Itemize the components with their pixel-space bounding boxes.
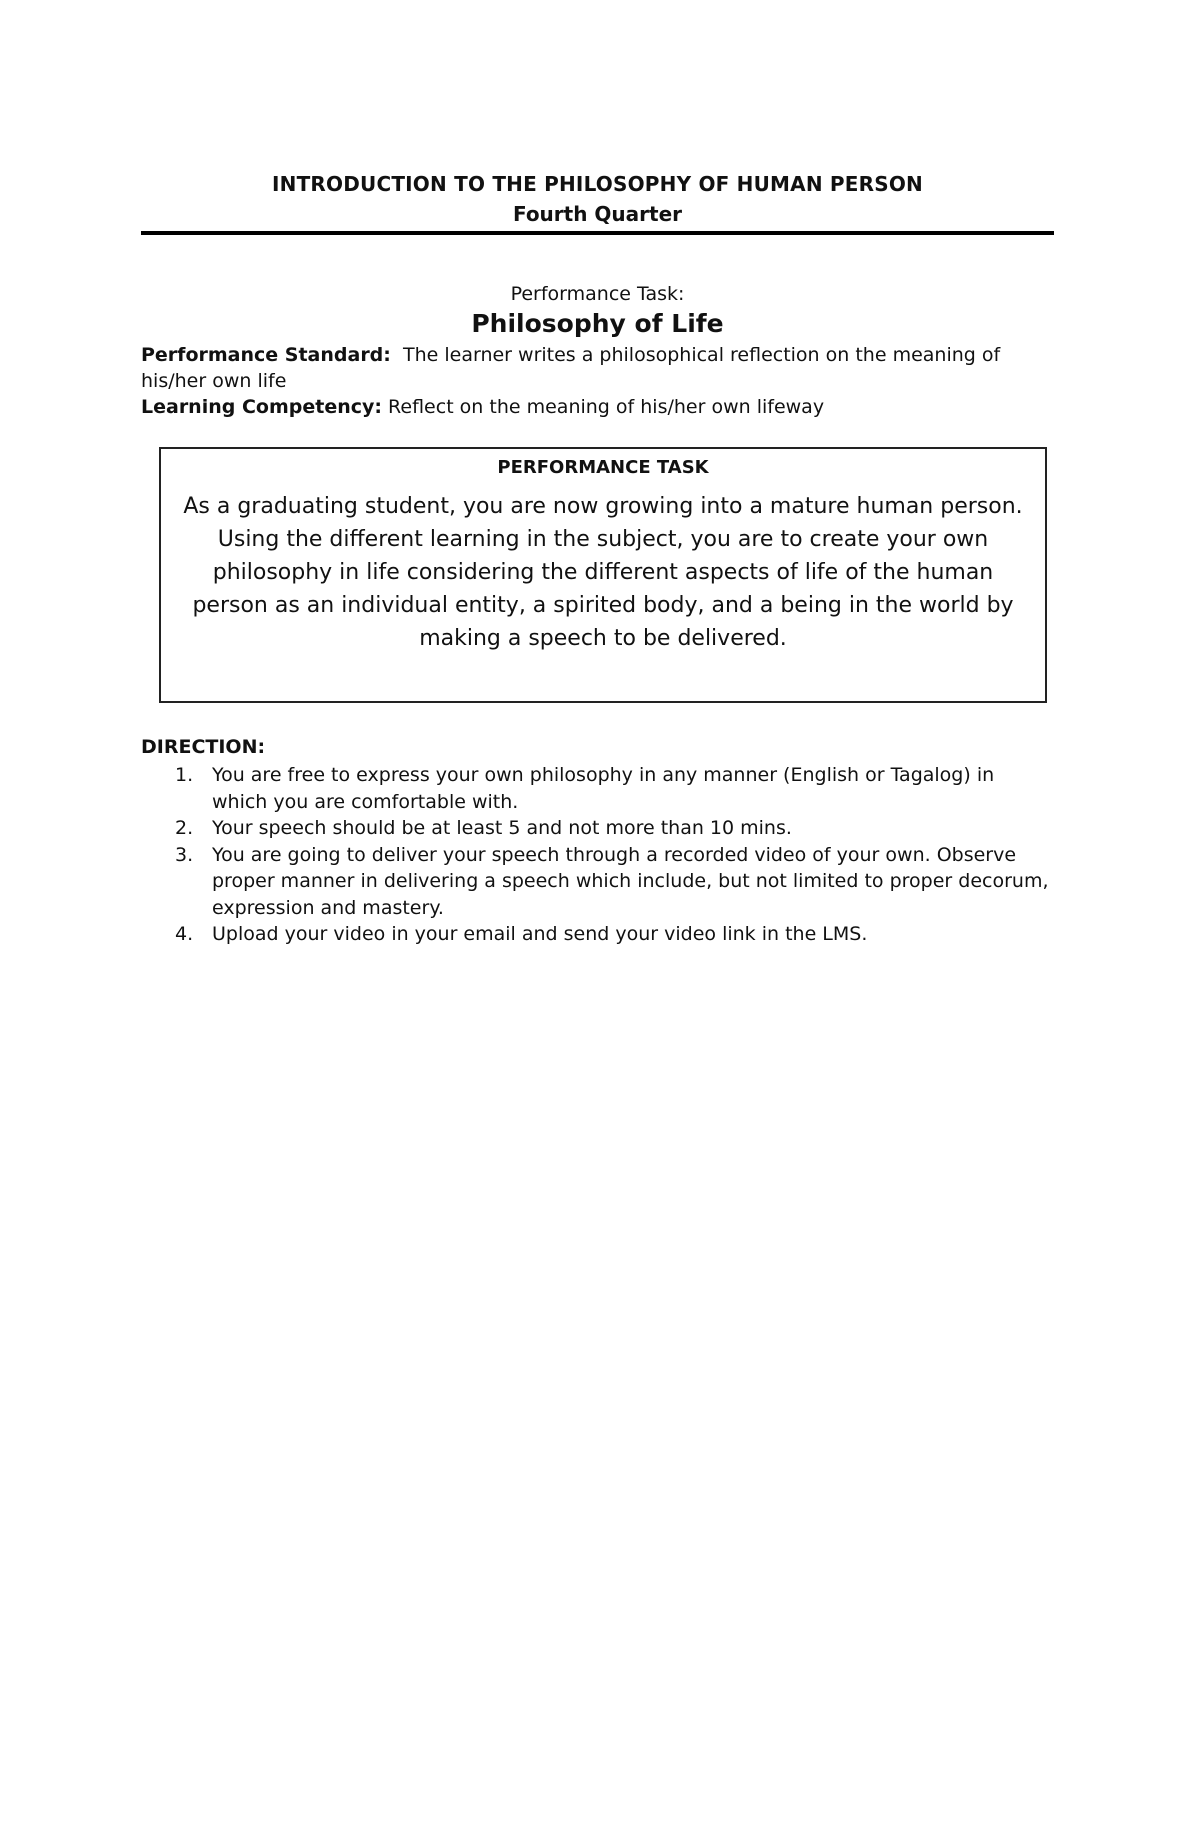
document-subtitle: Fourth Quarter <box>512 202 683 226</box>
performance-task-body: As a graduating student, you are now growing into a mature human person. Using the different learning in the subject, you are to create your own philosophy in life considering the different aspects of life of the human person as an individual entity, a spirited body, and a being in the world by making a speech to be delivered. <box>183 494 1023 651</box>
learning-competency-text: Reflect on the meaning of his/her own lifeway <box>388 396 825 418</box>
direction-item-number: 3. <box>175 843 194 866</box>
direction-heading: DIRECTION: <box>141 736 266 758</box>
performance-standard-text: The learner writes a philosophical reflection on the meaning of his/her own life <box>141 344 1001 392</box>
direction-item-number: 1. <box>175 764 194 786</box>
meta-block <box>141 342 1054 420</box>
performance-task-box <box>159 447 1047 703</box>
learning-competency <box>141 394 1054 420</box>
direction-item-text: You are going to deliver your speech through a recorded video of your own. Observe proper manner in delivering a speech which include, but not limited to proper decorum, expression and mastery. <box>212 843 1049 919</box>
direction-list <box>141 762 1054 948</box>
direction-item-text: Your speech should be at least 5 and not more than 10 mins. <box>212 817 792 839</box>
direction-item-text: Upload your video in your email and send your video link in the LMS. <box>212 923 868 945</box>
direction-item <box>141 815 1054 842</box>
learning-competency-label: Learning Competency: <box>141 396 382 418</box>
direction-item-number: 2. <box>175 817 194 839</box>
direction-item-text: You are free to express your own philosophy in any manner (English or Tagalog) in which you are comfortable with. <box>212 764 995 813</box>
performance-standard-label: Performance Standard: <box>141 344 391 366</box>
direction-item <box>141 762 1054 815</box>
task-title: Philosophy of Life <box>471 309 724 338</box>
document-title: INTRODUCTION TO THE PHILOSOPHY OF HUMAN PERSON <box>271 172 924 196</box>
direction-item-number: 4. <box>175 923 194 945</box>
task-label: Performance Task: <box>510 283 685 305</box>
header-divider <box>141 231 1054 235</box>
performance-standard <box>141 342 1054 394</box>
direction-item <box>141 921 1054 948</box>
direction-item <box>141 842 1054 922</box>
performance-task-heading: PERFORMANCE TASK <box>497 457 709 478</box>
